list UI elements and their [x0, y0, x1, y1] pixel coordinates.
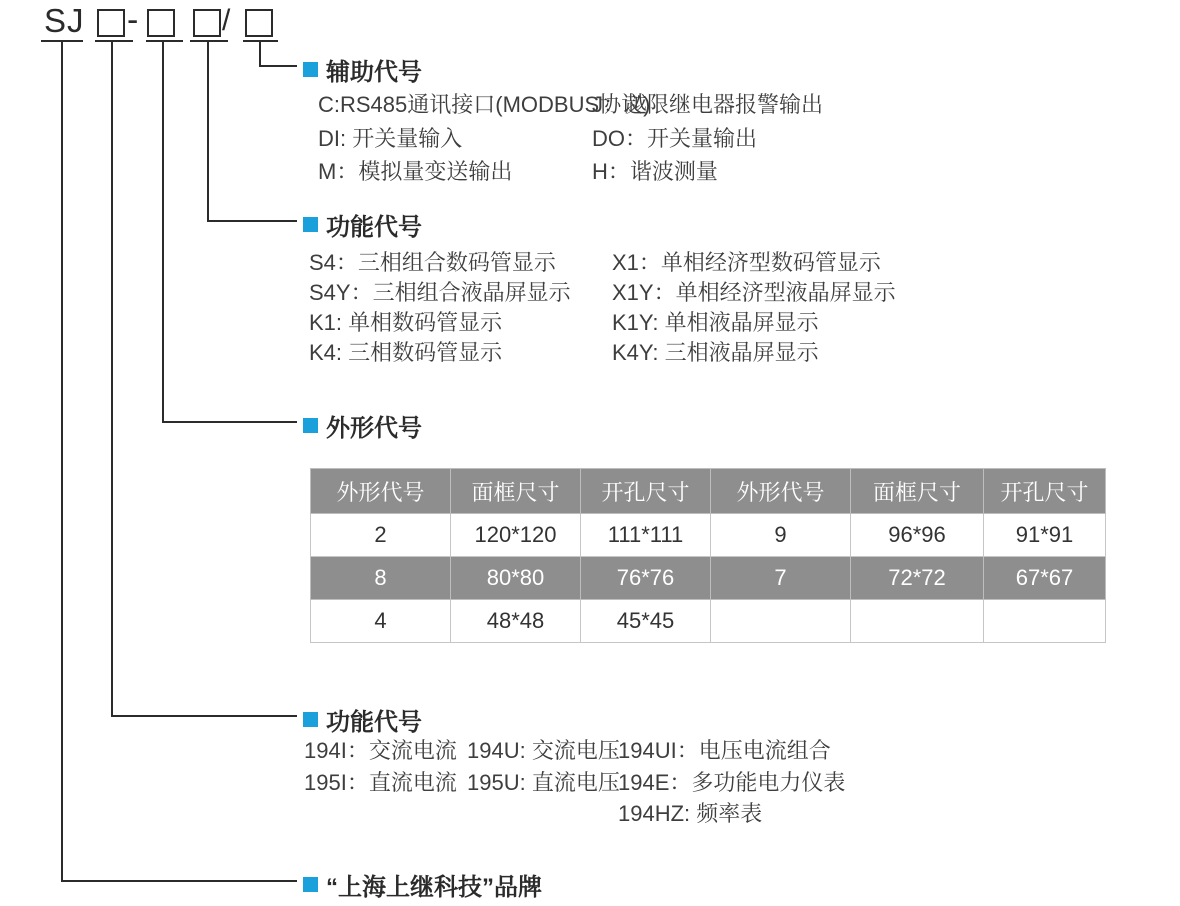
function-display-item: K4: 三相数码管显示 — [309, 340, 503, 365]
function-type-col-2 — [467, 735, 620, 798]
function-type-item: 194UI：电压电流组合 — [618, 738, 831, 763]
section-brand-label — [303, 867, 542, 902]
table-cell: 72*72 — [851, 557, 984, 600]
bullet-icon — [303, 418, 318, 433]
table-header-cell: 面框尺寸 — [851, 469, 984, 514]
function-type-item: 194U: 交流电压 — [467, 738, 620, 763]
table-cell: 2 — [311, 514, 451, 557]
table-cell — [851, 600, 984, 643]
section-function-display-label — [303, 207, 422, 242]
function-display-item: K1: 单相数码管显示 — [309, 310, 503, 335]
function-display-item: X1Y：单相经济型液晶屏显示 — [612, 280, 896, 305]
auxiliary-item: M：模拟量变送输出 — [318, 159, 513, 184]
table-header-cell: 开孔尺寸 — [984, 469, 1106, 514]
bullet-icon — [303, 217, 318, 232]
section-shape-label — [303, 408, 422, 443]
table-cell: 80*80 — [451, 557, 581, 600]
function-type-item: 195U: 直流电压 — [467, 769, 620, 795]
table-cell — [711, 600, 851, 643]
model-code-slash: / — [222, 4, 231, 37]
table-cell: 91*91 — [984, 514, 1106, 557]
function-type-item: 194I：交流电流 — [304, 738, 457, 763]
model-code-dash: - — [127, 1, 139, 39]
bullet-icon — [303, 62, 318, 77]
model-code-box-4 — [245, 9, 273, 37]
function-display-item: X1：单相经济型数码管显示 — [612, 250, 881, 275]
shape-size-table — [310, 468, 1106, 643]
table-cell: 111*111 — [581, 514, 711, 557]
function-type-col-1 — [304, 735, 457, 798]
model-code-box-1 — [97, 9, 125, 37]
table-cell: 120*120 — [451, 514, 581, 557]
model-code-box-3 — [193, 9, 221, 37]
table-row — [311, 514, 1106, 557]
table-cell: 8 — [311, 557, 451, 600]
table-cell: 67*67 — [984, 557, 1106, 600]
auxiliary-item: DI: 开关量输入 — [318, 125, 463, 151]
table-header-cell: 开孔尺寸 — [581, 469, 711, 514]
model-prefix: SJ — [44, 2, 85, 39]
function-display-item: S4：三相组合数码管显示 — [309, 250, 556, 275]
section-title: 功能代号 — [326, 214, 422, 241]
auxiliary-item: DO：开关量输出 — [592, 125, 758, 151]
auxiliary-item: H：谐波测量 — [592, 159, 718, 184]
table-header-cell: 面框尺寸 — [451, 469, 581, 514]
section-function-type-label — [303, 702, 422, 737]
function-type-item: 194E：多功能电力仪表 — [618, 769, 846, 795]
function-type-col-3 — [618, 735, 845, 830]
table-cell — [984, 600, 1106, 643]
table-cell: 76*76 — [581, 557, 711, 600]
table-cell: 4 — [311, 600, 451, 643]
bullet-icon — [303, 712, 318, 727]
table-cell: 9 — [711, 514, 851, 557]
function-display-items-right — [612, 248, 896, 368]
section-title: 外形代号 — [326, 415, 422, 442]
section-title: 辅助代号 — [326, 59, 422, 86]
table-cell: 48*48 — [451, 600, 581, 643]
table-cell: 45*45 — [581, 600, 711, 643]
brand-title: “上海上继科技”品牌 — [326, 874, 542, 901]
table-cell: 7 — [711, 557, 851, 600]
bullet-icon — [303, 877, 318, 892]
table-header-cell: 外形代号 — [711, 469, 851, 514]
table-cell: 96*96 — [851, 514, 984, 557]
table-header-cell: 外形代号 — [311, 469, 451, 514]
section-title: 功能代号 — [326, 709, 422, 736]
function-display-item: S4Y：三相组合液晶屏显示 — [309, 280, 571, 305]
table-row — [311, 557, 1106, 600]
table-row — [311, 600, 1106, 643]
model-code-box-2 — [147, 9, 175, 37]
function-type-item: 195I：直流电流 — [304, 769, 457, 795]
auxiliary-item: C:RS485通讯接口(MODBUS协议) — [318, 92, 651, 117]
auxiliary-item: J：越限继电器报警输出 — [592, 92, 824, 117]
function-display-item: K4Y: 三相液晶屏显示 — [612, 340, 819, 365]
auxiliary-items-right — [592, 88, 823, 189]
section-auxiliary-label — [303, 52, 422, 87]
table-header-row — [311, 469, 1106, 514]
function-display-items-left — [309, 248, 571, 368]
function-type-item: 194HZ: 频率表 — [618, 801, 763, 826]
function-display-item: K1Y: 单相液晶屏显示 — [612, 310, 819, 335]
